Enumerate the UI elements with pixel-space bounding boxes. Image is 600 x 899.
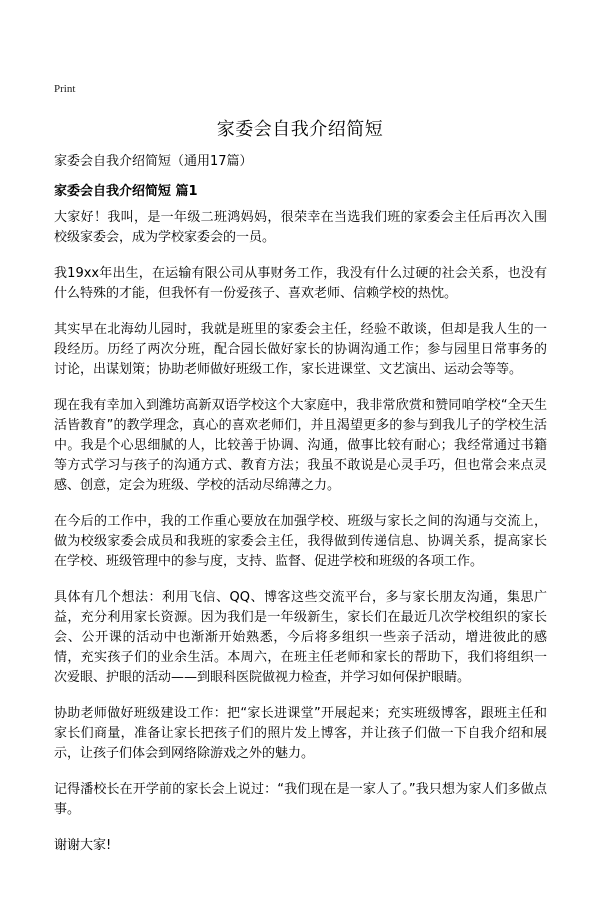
- print-label: Print: [54, 83, 76, 95]
- document-subtitle: 家委会自我介绍简短（通用17篇）: [54, 154, 253, 169]
- paragraph-school-philosophy: 现在我有幸加入到潍坊高新双语学校这个大家庭中，我非常欣赏和赞同咱学校“全天生活皆教育”的教学理念，真心的喜欢老师们，并且渴望更多的参与到我儿子的学校生活中。我是个心思细腻的人，比较善于协调、沟通，做事比较有耐心；我经常通过书籍等方式学习与孩子的沟通方式、教育方法；我虽不敢说是心灵手巧，但也常会来点灵感、创意，定会为班级、学校的活动尽绵薄之力。: [54, 398, 547, 493]
- document-body: [54, 152, 547, 872]
- paragraph-thanks: 谢谢大家!: [54, 838, 112, 853]
- paragraph-kindergarten-experience: 其实早在北海幼儿园时，我就是班里的家委会主任，经验不敢谈，但却是我人生的一段经历。历经了两次分班，配合园长做好家长的协调沟通工作；参与园里日常事务的讨论，出谋划策；协助老师做好班级工作，家长进课堂、文艺演出、运动会等等。: [54, 322, 547, 377]
- section-heading: 家委会自我介绍简短 篇1: [54, 184, 198, 199]
- paragraph-work-focus: 在今后的工作中，我的工作重心要放在加强学校、班级与家长之间的沟通与交流上，做为校级家委会成员和我班的家委会主任，我得做到传递信息、协调关系，提高家长在学校、班级管理中的参与度，支持、监督、促进学校和班级的各项工作。: [54, 514, 547, 569]
- document-title: 家委会自我介绍简短: [216, 119, 384, 140]
- paragraph-class-building: 协助老师做好班级建设工作：把“家长进课堂”开展起来；充实班级博客，跟班主任和家长们商量，准备让家长把孩子们的照片发上博客，并让孩子们做一下自我介绍和展示，让孩子们体会到网络除游戏之外的魅力。: [54, 706, 547, 761]
- paragraph-ideas: 具体有几个想法：利用飞信、QQ、博客这些交流平台，多与家长朋友沟通，集思广益，充分利用家长资源。因为我们是一年级新生，家长们在最近几次学校组织的家长会、公开课的活动中也渐渐开始熟悉，今后将多组织一些亲子活动，增进彼此的感情，充实孩子们的业余生活。本周六，在班主任老师和家长的帮助下，我们将组织一次爱眼、护眼的活动——到眼科医院做视力检查，并学习如何保护眼睛。: [54, 590, 547, 685]
- paragraph-principal-quote: 记得潘校长在开学前的家长会上说过：“我们现在是一家人了。”我只想为家人们多做点事。: [54, 782, 547, 817]
- paragraph-background: 我19xx年出生，在运输有限公司从事财务工作，我没有什么过硬的社会关系，也没有什么特殊的才能，但我怀有一份爱孩子、喜欢老师、信赖学校的热忱。: [54, 266, 547, 301]
- paragraph-greeting: 大家好！我叫，是一年级二班鸿妈妈，很荣幸在当选我们班的家委会主任后再次入围校级家委会，成为学校家委会的一员。: [54, 210, 547, 245]
